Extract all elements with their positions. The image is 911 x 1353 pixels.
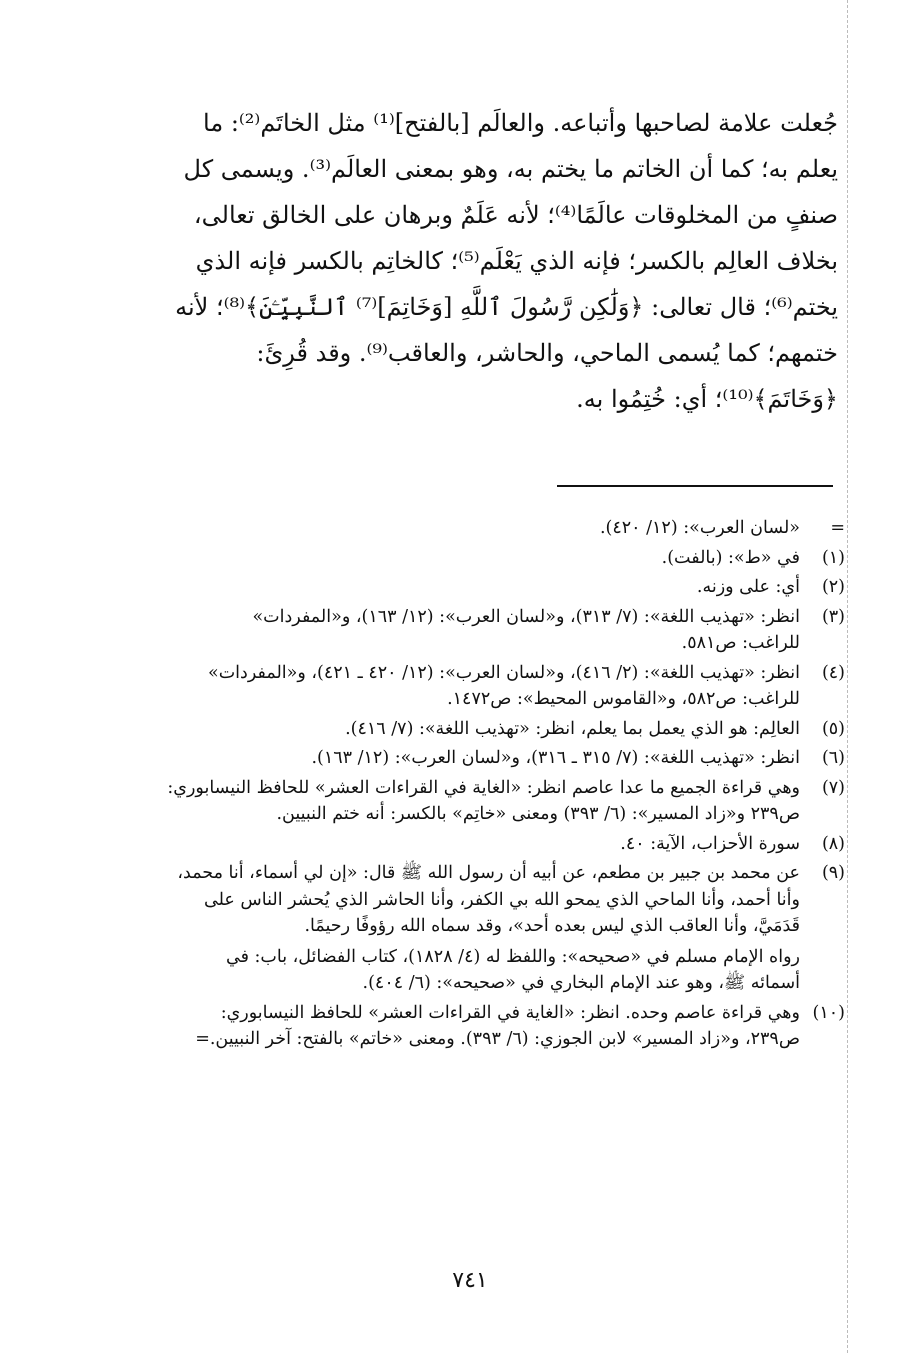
footnote-number: (١) <box>821 547 845 568</box>
footnote-continuation <box>100 515 845 542</box>
footnote-number: (٦) <box>821 748 845 768</box>
footnote-line: في «ط»: (بالفت). <box>661 547 800 568</box>
footnote-line: للراغب: ص٥٨١. <box>681 633 800 653</box>
footnote <box>100 545 845 572</box>
footnote <box>100 604 845 657</box>
footnote-line: ص٢٣٩ و«زاد المسير»: (٦/ ٣٩٣) ومعنى «خاتِم» بالكسر: أنه ختم النبيين. <box>276 804 800 824</box>
footnote-separator <box>557 485 833 487</box>
footnote <box>100 660 845 713</box>
footnote-number: (٧) <box>821 777 845 798</box>
main-text-line: جُعلت علامة لصاحبها وأتباعه. والعالَم [بالفتح]⁽¹⁾ مثل الخاتَم⁽²⁾: ما <box>203 109 838 137</box>
footnote-line: عن محمد بن جبير بن مطعم، عن أبيه أن رسول الله ﷺ قال: «إن لي أسماء، أنا محمد، <box>177 863 800 883</box>
footnote-number: (٥) <box>821 718 845 739</box>
main-text-line: صنفٍ من المخلوقات عالَمًا⁽⁴⁾؛ لأنه عَلَمٌ وبرهان على الخالق تعالى، <box>193 201 838 229</box>
footnote-number: (٩) <box>821 863 845 883</box>
footnote-line: ص٢٣٩، و«زاد المسير» لابن الجوزي: (٦/ ٣٩٣). ومعنى «خاتم» بالفتح: آخر النبيين.= <box>195 1029 800 1049</box>
footnote-line: «لسان العرب»: (١٢/ ٤٢٠). <box>599 518 800 538</box>
footnote-line: أي: على وزنه. <box>696 577 800 597</box>
footnote-line: انظر: «تهذيب اللغة»: (٧/ ٣١٥ ـ ٣١٦)، و«لسان العرب»: (١٢/ ١٦٣). <box>311 748 800 768</box>
footnote-line: وهي قراءة الجميع ما عدا عاصم انظر: «الغاية في القراءات العشر» للحافظ النيسابوري: <box>167 777 800 798</box>
footnote-line: للراغب: ص٥٨٢، و«القاموس المحيط»: ص١٤٧٢. <box>447 689 800 709</box>
footnote <box>100 1000 845 1053</box>
footnote <box>100 745 845 772</box>
footnote <box>100 716 845 743</box>
footnote <box>100 860 845 997</box>
footnote <box>100 831 845 858</box>
footnote-number: = <box>830 518 845 538</box>
footnote-line: وأنا أحمد، وأنا الماحي الذي يمحو الله بي الكفر، وأنا الحاشر الذي يُحشر الناس على <box>204 889 800 910</box>
footnote <box>100 775 845 828</box>
footnotes <box>100 515 845 1053</box>
main-text-line: بخلاف العالِم بالكسر؛ فإنه الذي يَعْلَم⁽⁵⁾؛ كالخاتِم بالكسر فإنه الذي <box>195 247 838 275</box>
main-text-line: ﴿وَخَاتَمَ﴾⁽¹⁰⁾؛ أي: خُتِمُوا به. <box>576 385 838 413</box>
page-edge-marks <box>847 0 848 1353</box>
page-number: ٧٤١ <box>452 1268 488 1293</box>
footnote-number: (٤) <box>821 662 845 683</box>
footnote-line: انظر: «تهذيب اللغة»: (٧/ ٣١٣)، و«لسان العرب»: (١٢/ ١٦٣)، و«المفردات» <box>252 606 800 627</box>
footnote-line: سورة الأحزاب، الآية: ٤٠. <box>620 833 800 854</box>
footnote-line: قَدَمَيَّ، وأنا العاقب الذي ليس بعده أحد»، وقد سماه الله رؤوفًا رحيمًا. <box>304 916 800 936</box>
footnote-line: انظر: «تهذيب اللغة»: (٢/ ٤١٦)، و«لسان العرب»: (١٢/ ٤٢٠ ـ ٤٢١)، و«المفردات» <box>207 662 800 683</box>
main-text-line: يعلم به؛ كما أن الخاتم ما يختم به، وهو بمعنى العالَم⁽³⁾. ويسمى كل <box>183 155 838 183</box>
main-text <box>108 100 838 422</box>
main-text-line: يختم⁽⁶⁾؛ قال تعالى: ﴿وَلَٰكِن رَّسُولَ ٱللَّهِ [وَخَاتِمَ]⁽⁷⁾ ٱلنَّبِيِّـۧنَ﴾⁽⁸⁾؛ لأنه <box>175 293 838 321</box>
footnote <box>100 574 845 601</box>
footnote-number: (١٠) <box>812 1002 845 1023</box>
main-text-line: ختمهم؛ كما يُسمى الماحي، والحاشر، والعاقب⁽⁹⁾. وقد قُرِئَ: <box>256 339 838 367</box>
footnote-number: (٨) <box>821 833 845 854</box>
footnote-line: أسمائه ﷺ، وهو عند الإمام البخاري في «صحيحه»: (٦/ ٤٠٤). <box>362 973 800 993</box>
footnote-line: وهي قراءة عاصم وحده. انظر: «الغاية في القراءات العشر» للحافظ النيسابوري: <box>220 1002 800 1023</box>
footnote-line: رواه الإمام مسلم في «صحيحه»: واللفظ له (٤/ ١٨٢٨)، كتاب الفضائل، باب: في <box>226 946 800 967</box>
footnote-number: (٢) <box>821 577 845 597</box>
footnote-number: (٣) <box>821 606 845 627</box>
footnote-line: العالِم: هو الذي يعمل بما يعلم، انظر: «تهذيب اللغة»: (٧/ ٤١٦). <box>345 718 800 739</box>
